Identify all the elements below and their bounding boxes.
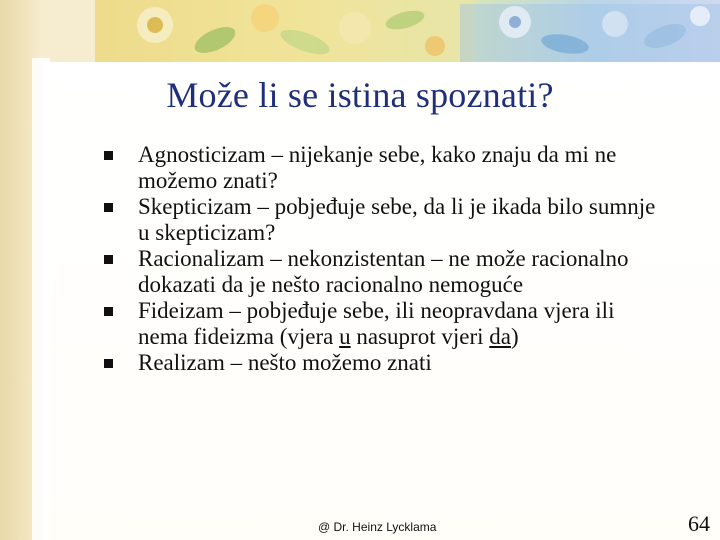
square-bullet-icon [104,255,113,264]
text-segment: ) [510,324,519,349]
list-item-text [138,298,614,349]
list-item [104,350,664,376]
text-segment: Fideizam – pobjeđuje sebe, ili neopravdana vjera ili nema fideizma (vjera [138,298,615,349]
panel-edge [32,58,50,540]
list-item-text [138,350,432,375]
floral-banner [95,0,720,62]
text-segment: Agnosticizam – nijekanje sebe, kako znaju da mi ne možemo znati? [138,142,617,193]
square-bullet-icon [104,151,113,160]
text-segment: nasuprot vjeri [350,324,490,349]
slide-title: Može li se istina spoznati? [166,75,554,115]
underlined-text: u [339,324,351,349]
page-number: 64 [688,511,710,536]
text-segment: Skepticizam – pobjeđuje sebe, da li je ikada bilo sumnje u skepticizam? [138,194,656,245]
list-item [104,246,664,298]
list-item [104,142,664,194]
floral-banner-graphic [95,0,720,62]
square-bullet-icon [104,203,113,212]
underlined-text: da [489,324,511,349]
text-segment: Realizam – nešto možemo znati [138,350,432,375]
list-item-text [138,142,616,193]
list-item [104,194,664,246]
footer-credit: @ Dr. Heinz Lycklama [318,520,437,534]
square-bullet-icon [104,359,113,368]
text-segment: Racionalizam – nekonzistentan – ne može racionalno dokazati da je nešto racionalno nemoguće [138,246,629,297]
square-bullet-icon [104,307,113,316]
list-item-text [138,246,628,297]
list-item-text [138,194,655,245]
list-item [104,298,664,350]
bullet-list [104,142,664,376]
